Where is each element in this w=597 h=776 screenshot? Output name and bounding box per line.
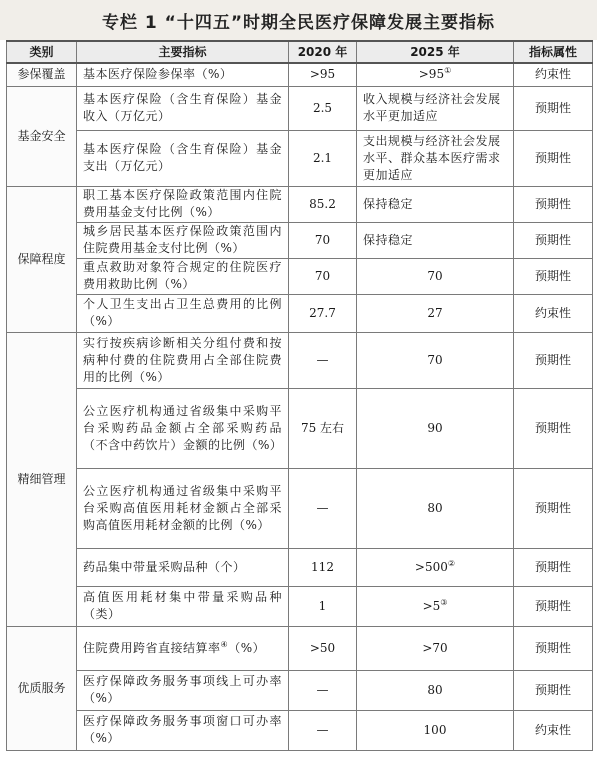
value-2025-cell: 保持稳定	[357, 186, 514, 222]
table-row	[7, 710, 593, 750]
value-2025-cell: 保持稳定	[357, 222, 514, 258]
category-cell: 保障程度	[7, 186, 77, 332]
category-cell: 优质服务	[7, 626, 77, 750]
indicator-cell: 基本医疗保险参保率（%）	[77, 63, 289, 86]
attribute-cell: 预期性	[514, 332, 593, 388]
value-2025-cell	[357, 548, 514, 586]
footnote-mark: ④	[220, 639, 229, 649]
attribute-cell: 预期性	[514, 388, 593, 468]
category-cell: 精细管理	[7, 332, 77, 626]
attribute-cell: 预期性	[514, 626, 593, 670]
value-2025-cell: 70	[357, 332, 514, 388]
value-2020-cell: —	[289, 710, 357, 750]
table-row	[7, 626, 593, 670]
value-2020-cell: —	[289, 468, 357, 548]
indicator-cell: 个人卫生支出占卫生总费用的比例（%）	[77, 294, 289, 332]
value-2020-cell: 112	[289, 548, 357, 586]
attribute-cell: 预期性	[514, 586, 593, 626]
value-2020-cell: >50	[289, 626, 357, 670]
header-2020: 2020 年	[289, 41, 357, 63]
value-2020-cell: >95	[289, 63, 357, 86]
value-2020-cell: 70	[289, 258, 357, 294]
indicator-cell: 公立医疗机构通过省级集中采购平台采购高值医用耗材金额占全部采购高值医用耗材金额的比例（%）	[77, 468, 289, 548]
attribute-cell: 预期性	[514, 468, 593, 548]
value-2025-cell: 80	[357, 468, 514, 548]
table-row	[7, 186, 593, 222]
value-2025: >95	[418, 67, 445, 82]
indicator-cell: 职工基本医疗保险政策范围内住院费用基金支付比例（%）	[77, 186, 289, 222]
attribute-cell: 预期性	[514, 222, 593, 258]
indicator-cell: 高值医用耗材集中带量采购品种（类）	[77, 586, 289, 626]
indicator-cell: 基本医疗保险（含生育保险）基金收入（万亿元）	[77, 86, 289, 130]
indicator-text: 住院费用跨省直接结算率	[83, 640, 221, 655]
attribute-cell: 约束性	[514, 294, 593, 332]
value-2020-cell: 2.5	[289, 86, 357, 130]
indicator-cell: 城乡居民基本医疗保险政策范围内住院费用基金支付比例（%）	[77, 222, 289, 258]
value-2025-cell: 支出规模与经济社会发展水平、群众基本医疗需求更加适应	[357, 130, 514, 186]
category-cell: 基金安全	[7, 86, 77, 186]
table-row	[7, 86, 593, 130]
value-2020-cell: 85.2	[289, 186, 357, 222]
header-2025: 2025 年	[357, 41, 514, 63]
value-2025-cell	[357, 586, 514, 626]
indicator-unit: （%）	[228, 640, 266, 655]
attribute-cell: 预期性	[514, 186, 593, 222]
value-2025-cell: 收入规模与经济社会发展水平更加适应	[357, 86, 514, 130]
footnote-mark: ③	[440, 597, 448, 607]
indicator-cell	[77, 626, 289, 670]
value-2025-cell: 27	[357, 294, 514, 332]
table-row	[7, 670, 593, 710]
value-2025-cell: >70	[357, 626, 514, 670]
table-row	[7, 388, 593, 468]
table-row	[7, 130, 593, 186]
indicator-cell: 基本医疗保险（含生育保险）基金支出（万亿元）	[77, 130, 289, 186]
header-attribute: 指标属性	[514, 41, 593, 63]
value-2020-cell: 2.1	[289, 130, 357, 186]
value-2020-cell: —	[289, 332, 357, 388]
value-2025-cell: 90	[357, 388, 514, 468]
value-2020-cell: —	[289, 670, 357, 710]
table-row	[7, 222, 593, 258]
value-2025: >500	[414, 559, 448, 574]
header-row	[7, 41, 593, 63]
attribute-cell: 预期性	[514, 86, 593, 130]
indicator-cell: 重点救助对象符合规定的住院医疗费用救助比例（%）	[77, 258, 289, 294]
value-2025-cell: 70	[357, 258, 514, 294]
attribute-cell: 预期性	[514, 670, 593, 710]
indicator-cell: 实行按疾病诊断相关分组付费和按病种付费的住院费用占全部住院费用的比例（%）	[77, 332, 289, 388]
attribute-cell: 预期性	[514, 548, 593, 586]
value-2020-cell: 27.7	[289, 294, 357, 332]
indicator-cell: 医疗保障政务服务事项窗口可办率（%）	[77, 710, 289, 750]
table-row	[7, 332, 593, 388]
attribute-cell: 约束性	[514, 63, 593, 86]
attribute-cell: 约束性	[514, 710, 593, 750]
table-row	[7, 468, 593, 548]
footnote-mark: ②	[447, 558, 456, 568]
category-cell: 参保覆盖	[7, 63, 77, 86]
table-row	[7, 63, 593, 86]
header-category: 类别	[7, 41, 77, 63]
attribute-cell: 预期性	[514, 258, 593, 294]
value-2025: >5	[422, 598, 441, 613]
indicator-cell: 医疗保障政务服务事项线上可办率（%）	[77, 670, 289, 710]
value-2025-cell: 80	[357, 670, 514, 710]
table-row	[7, 294, 593, 332]
indicator-cell: 公立医疗机构通过省级集中采购平台采购药品金额占全部采购药品（不含中药饮片）金额的比例（%）	[77, 388, 289, 468]
attribute-cell: 预期性	[514, 130, 593, 186]
value-2025-cell	[357, 63, 514, 86]
value-2020-cell: 75 左右	[289, 388, 357, 468]
value-2020-cell: 1	[289, 586, 357, 626]
indicator-table	[6, 40, 593, 751]
value-2020-cell: 70	[289, 222, 357, 258]
table-title: 专栏 1 “十四五”时期全民医疗保障发展主要指标	[0, 0, 597, 40]
footnote-mark: ①	[444, 66, 452, 76]
value-2025-cell: 100	[357, 710, 514, 750]
indicator-cell: 药品集中带量采购品种（个）	[77, 548, 289, 586]
header-indicator: 主要指标	[77, 41, 289, 63]
table-row	[7, 258, 593, 294]
table-row	[7, 548, 593, 586]
table-row	[7, 586, 593, 626]
